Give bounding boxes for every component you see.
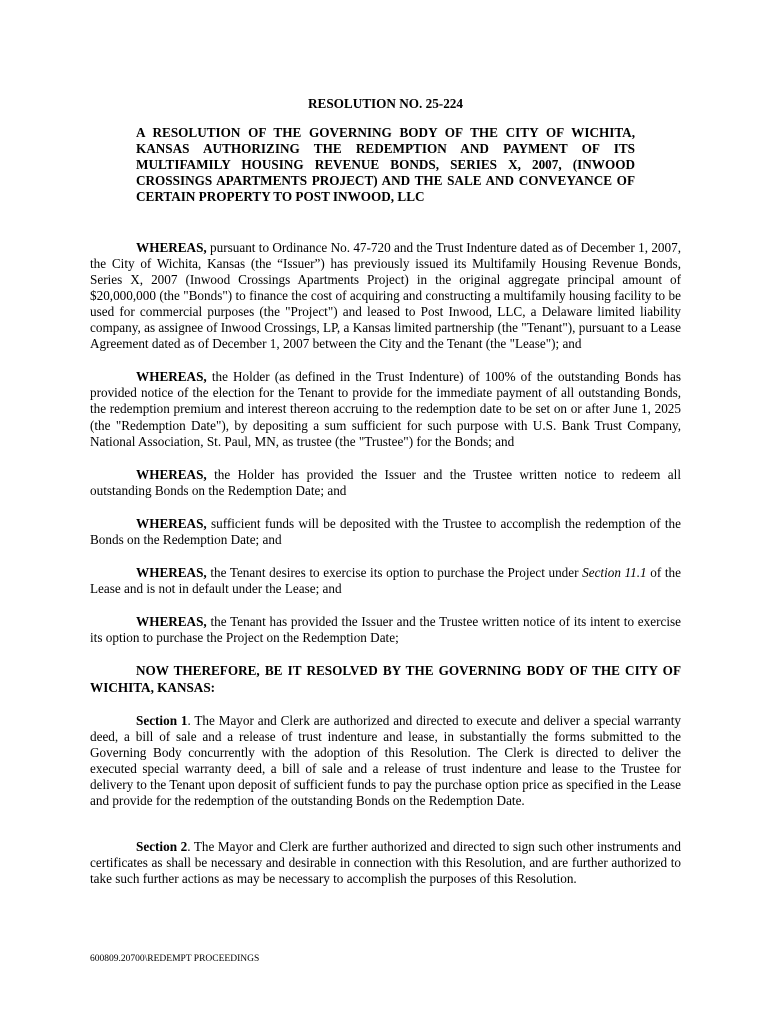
section-paragraph bbox=[90, 839, 681, 887]
whereas-label: WHEREAS, bbox=[136, 369, 207, 385]
recital-paragraph bbox=[90, 240, 681, 353]
recital-text: the Holder (as defined in the Trust Indenture) of 100% of the outstanding Bonds has provided notice of the election for the Tenant to provide for the immediate payment of all outstanding Bonds, the redemption premium and interest thereon accruing to the redemption date to be set on or after June 1, 2025 (the "Redemption Date"), by depositing a sum sufficient for such purpose with U.S. Bank Trust Company, National Association, St. Paul, MN, as trustee (the "Trustee") for the Bonds; and bbox=[90, 369, 681, 449]
section-text: . The Mayor and Clerk are further authorized and directed to sign such other instruments and certificates as shall be necessary and desirable in connection with this Resolution, and are further authorized to take such further actions as may be necessary to accomplish the purposes of this Resolution. bbox=[90, 839, 681, 887]
section-paragraph bbox=[90, 713, 681, 810]
recital-paragraph bbox=[90, 614, 681, 646]
section-label: Section 1 bbox=[136, 712, 188, 728]
section-text: . The Mayor and Clerk are authorized and directed to execute and deliver a special warranty deed, a bill of sale and a release of trust indenture and lease, in substantially the forms submitted to the Governing Body concurrently with the adoption of this Resolution. The Clerk is directed to deliver the executed special warranty deed, a bill of sale and a release of trust indenture and lease to the Trustee for delivery to the Tenant upon deposit of sufficient funds to pay the purchase option price as specified in the Lease and provide for the redemption of the outstanding Bonds on the Redemption Date. bbox=[90, 712, 681, 809]
whereas-label: WHEREAS, bbox=[136, 614, 207, 630]
recital-text: sufficient funds will be deposited with the Trustee to accomplish the redemption of the Bonds on the Redemption Date; and bbox=[90, 515, 681, 547]
recital-text: the Tenant desires to exercise its option to purchase the Project under bbox=[206, 565, 583, 581]
whereas-label: WHEREAS, bbox=[136, 515, 207, 531]
recital-paragraph bbox=[90, 516, 681, 548]
whereas-label: WHEREAS, bbox=[136, 239, 207, 255]
whereas-label: WHEREAS, bbox=[136, 466, 207, 482]
resolved-clause: NOW THEREFORE, BE IT RESOLVED BY THE GOVERNING BODY OF THE CITY OF WICHITA, KANSAS: bbox=[90, 663, 681, 695]
recital-text: the Tenant has provided the Issuer and the Trustee written notice of its intent to exercise its option to purchase the Project on the Redemption Date; bbox=[90, 614, 681, 646]
section-label: Section 2 bbox=[136, 839, 188, 855]
recital-paragraph bbox=[90, 565, 681, 597]
recital-paragraph bbox=[90, 369, 681, 449]
resolution-title: A RESOLUTION OF THE GOVERNING BODY OF THE CITY OF WICHITA, KANSAS AUTHORIZING THE REDEMPTION AND PAYMENT OF ITS MULTIFAMILY HOUSING REVENUE BONDS, SERIES X, 2007, (INWOOD CROSSINGS APARTMENTS PROJECT) AND THE SALE AND CONVEYANCE OF CERTAIN PROPERTY TO POST INWOOD, LLC bbox=[136, 125, 635, 205]
recital-text: the Holder has provided the Issuer and the Trustee written notice to redeem all outstanding Bonds on the Redemption Date; and bbox=[90, 466, 681, 498]
recital-text: pursuant to Ordinance No. 47-720 and the Trust Indenture dated as of December 1, 2007, the City of Wichita, Kansas (the “Issuer”) has previously issued its Multifamily Housing Revenue Bonds, Series X, 2007 (Inwood Crossings Apartments Project) in the original aggregate principal amount of $20,000,000 (the "Bonds") to finance the cost of acquiring and constructing a multifamily housing facility to be used for commercial purposes (the "Project") and leased to Post Inwood, LLC, a Delaware limited liability company, as assignee of Inwood Crossings, LP, a Kansas limited partnership (the "Tenant"), pursuant to a Lease Agreement dated as of December 1, 2007 between the City and the Tenant (the "Lease"); and bbox=[90, 239, 681, 352]
whereas-label: WHEREAS, bbox=[136, 565, 207, 581]
resolution-number: RESOLUTION NO. 25-224 bbox=[308, 96, 463, 111]
section-reference: Section 11.1 bbox=[582, 565, 647, 581]
recital-text: of the Lease and is not in default under the Lease; and bbox=[90, 565, 681, 597]
recital-paragraph bbox=[90, 467, 681, 499]
document-footer: 600809.20700\REDEMPT PROCEEDINGS bbox=[90, 954, 260, 964]
document-page bbox=[90, 96, 681, 887]
